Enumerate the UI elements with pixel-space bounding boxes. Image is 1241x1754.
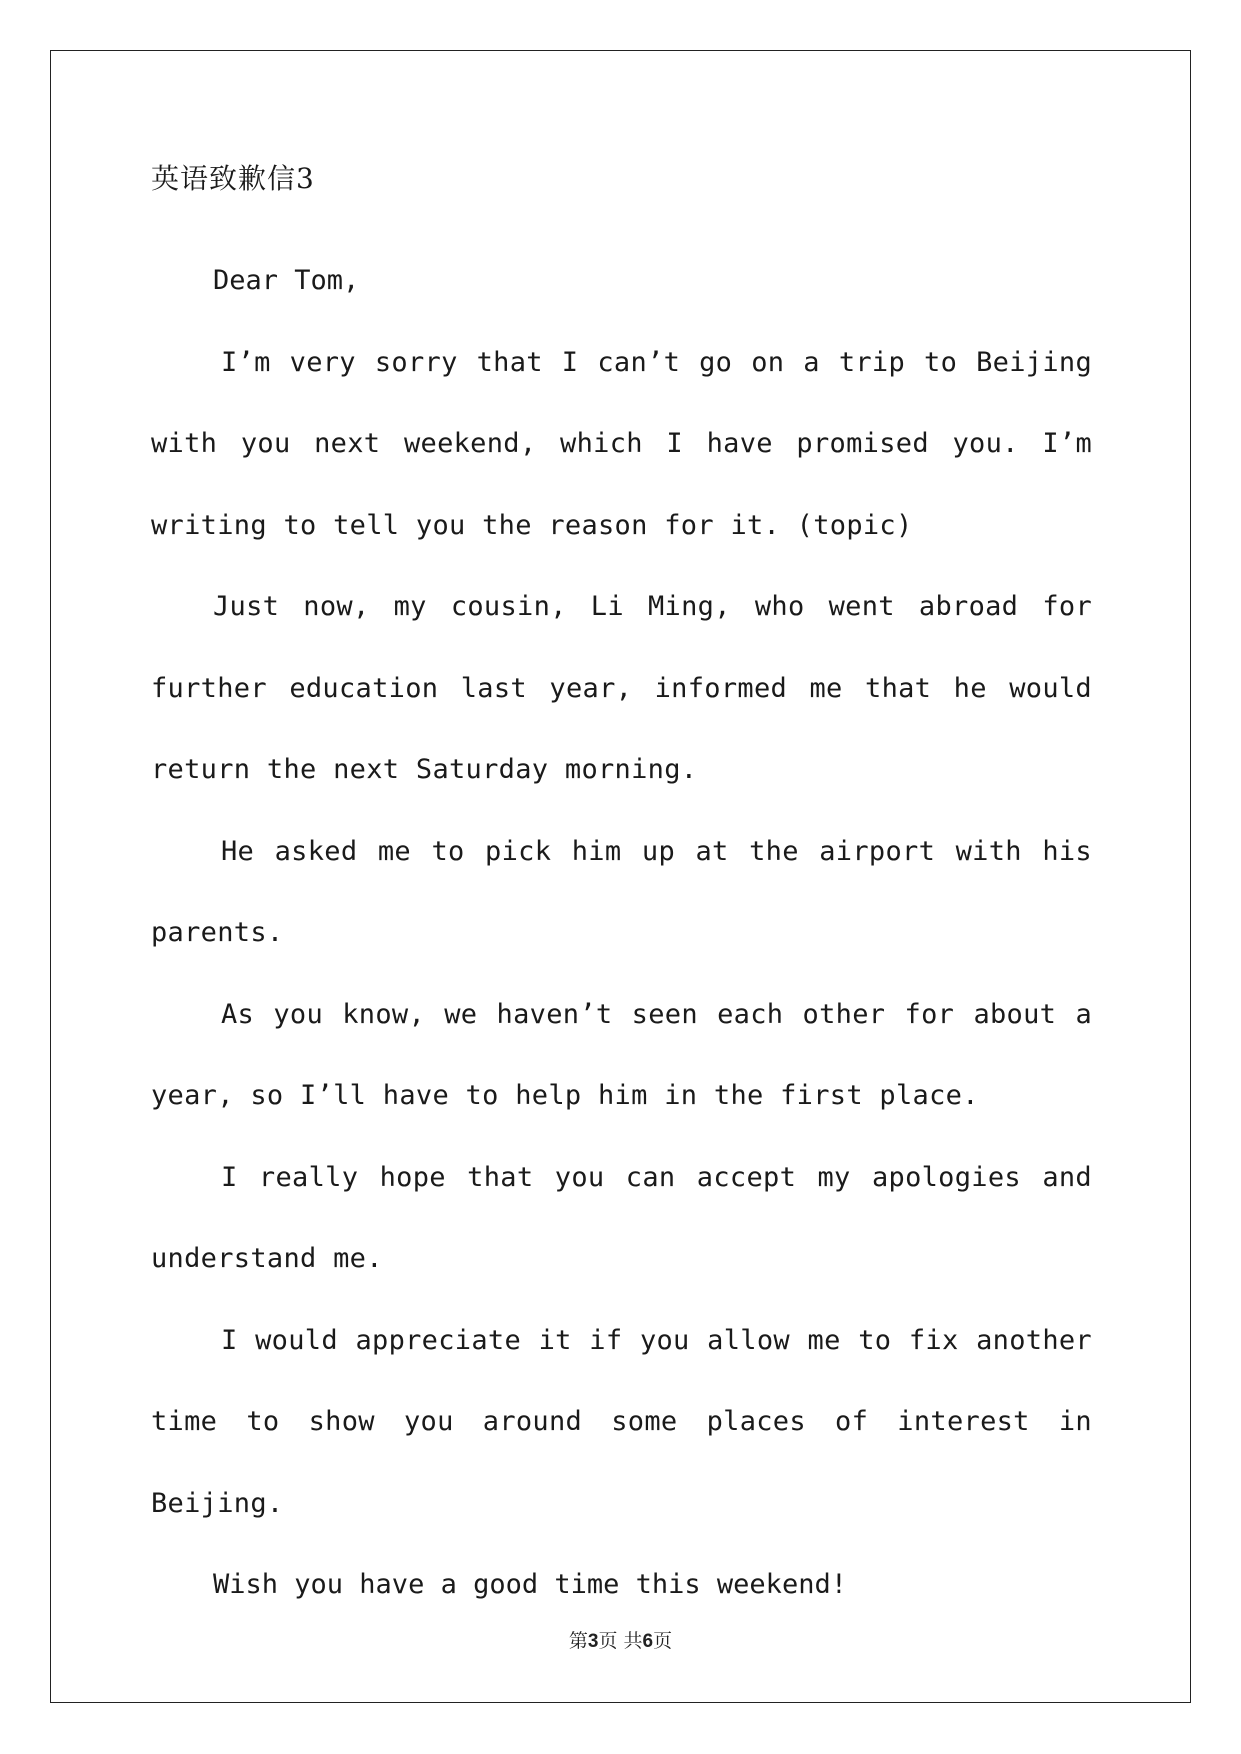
current-page-number: 3 xyxy=(587,1631,599,1652)
paragraph-3: He asked me to pick him up at the airport with his parents. xyxy=(151,835,1092,948)
closing-wish: Wish you have a good time this weekend! xyxy=(213,1569,847,1600)
letter-body xyxy=(151,160,1092,1626)
paragraph-4: As you know, we haven’t seen each other for about a year, so I’ll have to help him in the first place. xyxy=(151,998,1092,1111)
paragraph-5: I really hope that you can accept my apologies and understand me. xyxy=(151,1161,1092,1274)
paragraph-6: I would appreciate it if you allow me to fix another time to show you around some places of interest in Beijing. xyxy=(151,1324,1092,1519)
page-footer xyxy=(0,1626,1241,1653)
footer-prefix: 第 xyxy=(568,1630,588,1652)
document-title: 英语致歉信3 xyxy=(151,162,315,195)
total-pages-number: 6 xyxy=(642,1631,654,1652)
paragraph-1: I’m very sorry that I can’t go on a trip to Beijing with you next weekend, which I have promised you. I’m writing to tell you the reason for it. (topic) xyxy=(151,346,1092,541)
footer-middle: 页 共 xyxy=(598,1630,643,1652)
paragraph-2: Just now, my cousin, Li Ming, who went abroad for further education last year, informed me that he would return the next Saturday morning. xyxy=(151,591,1092,785)
salutation: Dear Tom, xyxy=(213,265,360,296)
footer-suffix: 页 xyxy=(653,1630,673,1652)
